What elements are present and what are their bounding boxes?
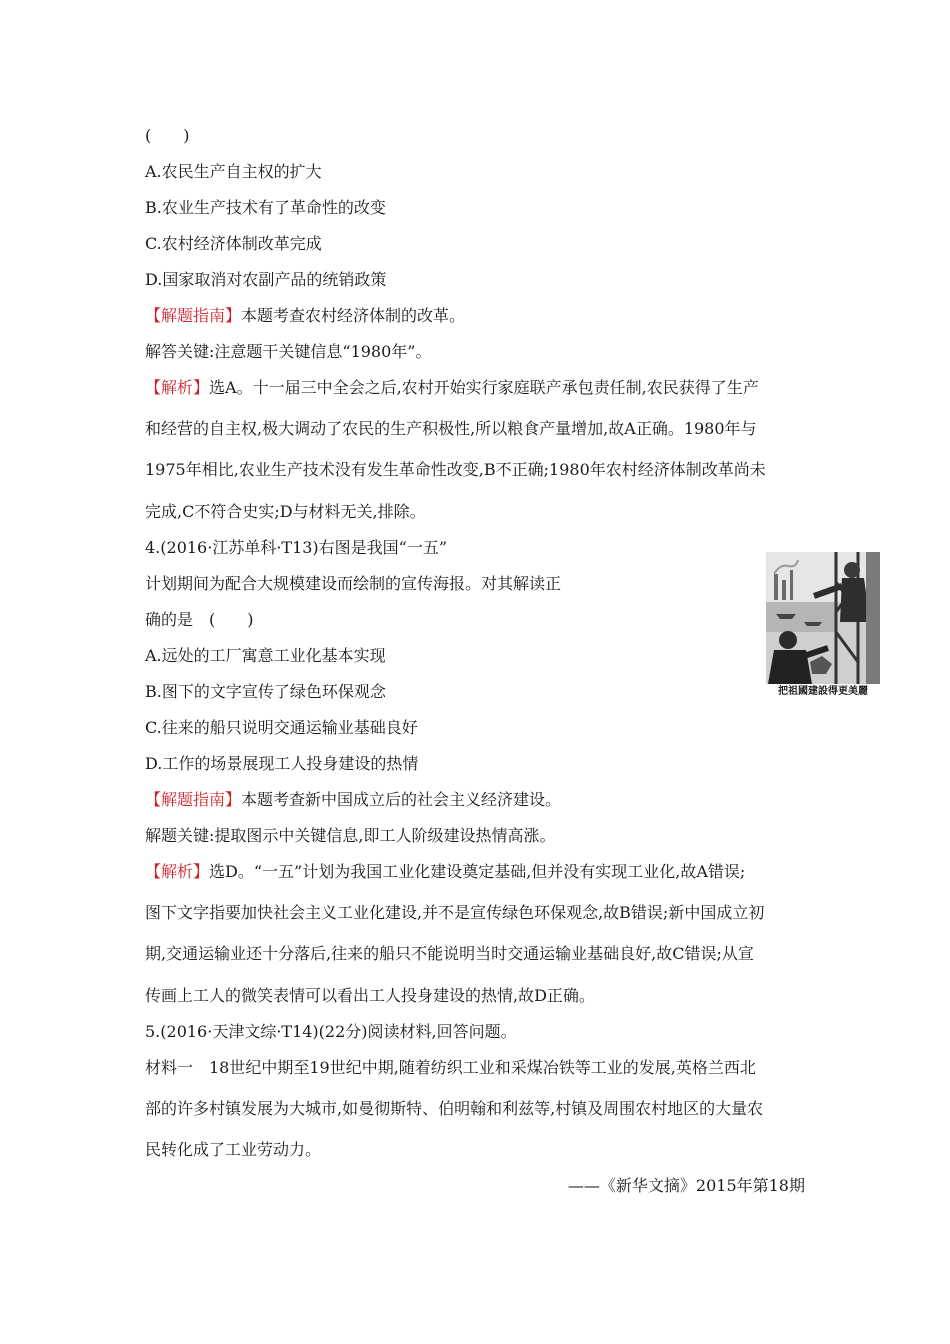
q4-guide-tag: 【解题指南】 <box>145 790 242 809</box>
q3-option-b: B.农业生产技术有了革命性的改变 <box>145 198 386 217</box>
q3-option-d: D.国家取消对农副产品的统销政策 <box>145 270 387 289</box>
q3-analysis-line-4: 完成,C不符合史实;D与材料无关,排除。 <box>145 502 426 521</box>
q3-guide <box>145 306 465 326</box>
q4-analysis-tag: 【解析】 <box>145 862 210 881</box>
q3-guide-text: 本题考查农村经济体制的改革。 <box>241 306 466 325</box>
q4-key: 解题关键:提取图示中关键信息,即工人阶级建设热情高涨。 <box>145 826 556 845</box>
q3-option-c: C.农村经济体制改革完成 <box>145 234 322 253</box>
q3-key: 解答关键:注意题干关键信息“1980年”。 <box>145 342 432 361</box>
q4-guide-text: 本题考查新中国成立后的社会主义经济建设。 <box>241 790 562 809</box>
q5-stem: 5.(2016·天津文综·T14)(22分)阅读材料,回答问题。 <box>145 1022 517 1041</box>
poster-caption: 把祖國建設得更美麗 <box>778 686 868 697</box>
q3-analysis-tag: 【解析】 <box>145 378 210 397</box>
q4-analysis-line-2: 图下文字指要加快社会主义工业化建设,并不是宣传绿色环保观念,故B错误;新中国成立初 <box>145 903 765 922</box>
q5-source: ——《新华文摘》2015年第18期 <box>567 1176 805 1195</box>
q3-analysis-line-2: 和经营的自主权,极大调动了农民的生产积极性,所以粮食产量增加,故A正确。1980年与 <box>145 419 757 438</box>
q3-analysis-line-3: 1975年相比,农业生产技术没有发生革命性改变,B不正确;1980年农村经济体制改革尚未 <box>145 460 766 479</box>
q3-answer-paren: ( ) <box>145 126 190 145</box>
q4-option-d: D.工作的场景展现工人投身建设的热情 <box>145 754 419 773</box>
q4-analysis-line-4: 传画上工人的微笑表情可以看出工人投身建设的热情,故D正确。 <box>145 986 595 1005</box>
q4-option-a: A.远处的工厂寓意工业化基本实现 <box>145 646 386 665</box>
poster-illustration <box>766 552 880 684</box>
q5-material-line-1: 材料一 18世纪中期至19世纪中期,随着纺织工业和采煤冶铁等工业的发展,英格兰西北 <box>145 1058 756 1077</box>
q4-stem-line-3: 确的是 ( ) <box>145 610 254 629</box>
q4-analysis-line-1: 【解析】选D。“一五”计划为我国工业化建设奠定基础,但并没有实现工业化,故A错误; <box>145 862 746 881</box>
q5-material-line-2: 部的许多村镇发展为大城市,如曼彻斯特、伯明翰和利兹等,村镇及周围农村地区的大量农 <box>145 1099 764 1118</box>
q3-guide-tag: 【解题指南】 <box>145 306 242 325</box>
q4-stem-line-1: 4.(2016·江苏单科·T13)右图是我国“一五” <box>145 538 448 557</box>
q4-option-b: B.图下的文字宣传了绿色环保观念 <box>145 682 386 701</box>
q3-analysis-line-1: 【解析】选A。十一届三中全会之后,农村开始实行家庭联产承包责任制,农民获得了生产 <box>145 378 759 397</box>
q4-guide <box>145 790 561 810</box>
q4-stem-line-2: 计划期间为配合大规模建设而绘制的宣传海报。对其解读正 <box>145 574 562 593</box>
q4-option-c: C.往来的船只说明交通运输业基础良好 <box>145 718 418 737</box>
q5-material-line-3: 民转化成了工业劳动力。 <box>145 1140 322 1159</box>
q4-analysis-line-3: 期,交通运输业还十分落后,往来的船只不能说明当时交通运输业基础良好,故C错误;从宣 <box>145 944 754 963</box>
q3-option-a: A.农民生产自主权的扩大 <box>145 162 322 181</box>
propaganda-poster-image <box>766 552 880 700</box>
